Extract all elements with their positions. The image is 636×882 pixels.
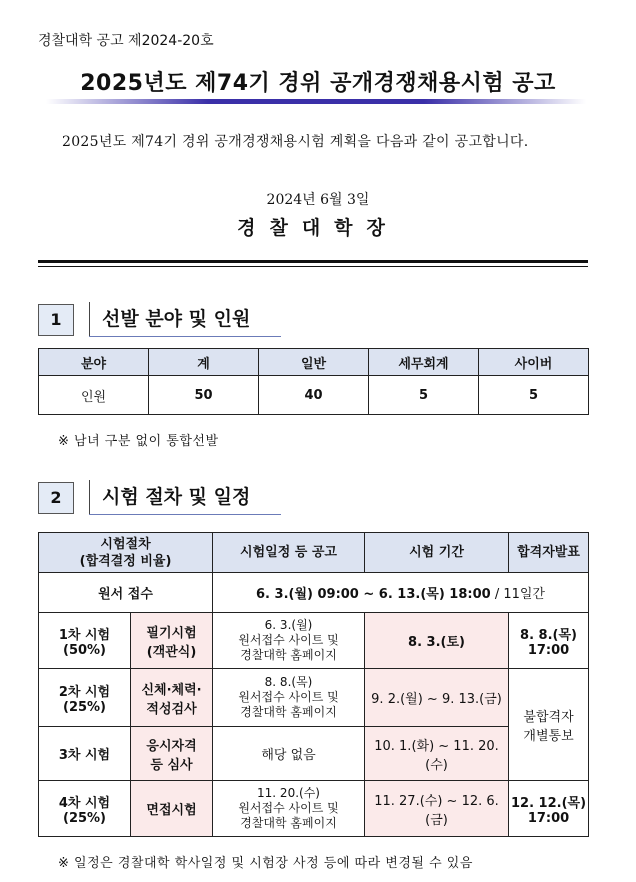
table-cell-tax: 5 xyxy=(369,376,479,415)
section-1-note: ※ 남녀 구분 없이 통합선발 xyxy=(58,434,219,449)
application-label: 원서 접수 xyxy=(39,573,213,613)
exam-type-cell: 신체·체력· 적성검사 xyxy=(131,669,213,727)
row-label: 인원 xyxy=(39,376,149,415)
title-underline xyxy=(46,99,586,104)
stage-cell: 2차 시험 (25%) xyxy=(39,669,131,727)
schedule-table xyxy=(38,532,589,837)
header-period: 시험 기간 xyxy=(365,533,509,573)
divider-thick xyxy=(38,260,588,263)
header-notice: 시험일정 등 공고 xyxy=(213,533,365,573)
exam-type-cell: 필기시험 (객관식) xyxy=(131,613,213,669)
notice-cell: 11. 20.(수) 원서접수 사이트 및 경찰대학 홈페이지 xyxy=(213,781,365,837)
table-header-row xyxy=(39,349,589,376)
period-cell: 10. 1.(화) ~ 11. 20.(수) xyxy=(365,727,509,781)
table-header-row xyxy=(39,533,589,573)
notice-cell: 8. 8.(목) 원서접수 사이트 및 경찰대학 홈페이지 xyxy=(213,669,365,727)
section-1-underline xyxy=(89,336,281,337)
table-row xyxy=(39,781,589,837)
stage-cell: 1차 시험 (50%) xyxy=(39,613,131,669)
application-period: 6. 3.(월) 09:00 ~ 6. 13.(목) 18:00 / 11일간 xyxy=(213,573,589,613)
table-header-cell: 일반 xyxy=(259,349,369,376)
notice-cell: 6. 3.(월) 원서접수 사이트 및 경찰대학 홈페이지 xyxy=(213,613,365,669)
notice-number: 경찰대학 공고 제2024-20호 xyxy=(38,33,214,49)
table-header-cell: 계 xyxy=(149,349,259,376)
announcement-date: 2024년 6월 3일 xyxy=(266,192,370,208)
divider-thin xyxy=(38,266,588,267)
table-row-application xyxy=(39,573,589,613)
result-cell: 8. 8.(목) 17:00 xyxy=(509,613,589,669)
section-2-number: 2 xyxy=(38,482,74,514)
table-row xyxy=(39,376,589,415)
table-header-cell: 세무회계 xyxy=(369,349,479,376)
table-cell-total: 50 xyxy=(149,376,259,415)
table-cell-general: 40 xyxy=(259,376,369,415)
period-cell: 8. 3.(토) xyxy=(365,613,509,669)
period-cell: 11. 27.(수) ~ 12. 6.(금) xyxy=(365,781,509,837)
table-row xyxy=(39,669,589,727)
result-cell: 12. 12.(목) 17:00 xyxy=(509,781,589,837)
table-header-cell: 분야 xyxy=(39,349,149,376)
table-row xyxy=(39,727,589,781)
section-2-note: ※ 일정은 경찰대학 학사일정 및 시험장 사정 등에 따라 변경될 수 있음 xyxy=(58,856,473,871)
section-2-underline xyxy=(89,514,281,515)
stage-cell: 3차 시험 xyxy=(39,727,131,781)
table-header-cell: 사이버 xyxy=(479,349,589,376)
table-row xyxy=(39,613,589,669)
signer: 경찰대학장 xyxy=(237,217,399,239)
period-cell: 9. 2.(월) ~ 9. 13.(금) xyxy=(365,669,509,727)
merged-result-cell: 불합격자 개별통보 xyxy=(509,669,589,781)
header-procedure: 시험절차 (합격결정 비율) xyxy=(39,533,213,573)
exam-type-cell: 면접시험 xyxy=(131,781,213,837)
stage-cell: 4차 시험 (25%) xyxy=(39,781,131,837)
header-result: 합격자발표 xyxy=(509,533,589,573)
section-1-title: 선발 분야 및 인원 xyxy=(89,302,250,336)
table-cell-cyber: 5 xyxy=(479,376,589,415)
section-2-title: 시험 절차 및 일정 xyxy=(89,480,250,514)
notice-cell: 해당 없음 xyxy=(213,727,365,781)
exam-type-cell: 응시자격 등 심사 xyxy=(131,727,213,781)
recruitment-table xyxy=(38,348,589,415)
section-1-number: 1 xyxy=(38,304,74,336)
intro-text: 2025년도 제74기 경위 공개경쟁채용시험 계획을 다음과 같이 공고합니다. xyxy=(62,134,529,150)
page-title: 2025년도 제74기 경위 공개경쟁채용시험 공고 xyxy=(80,71,556,96)
